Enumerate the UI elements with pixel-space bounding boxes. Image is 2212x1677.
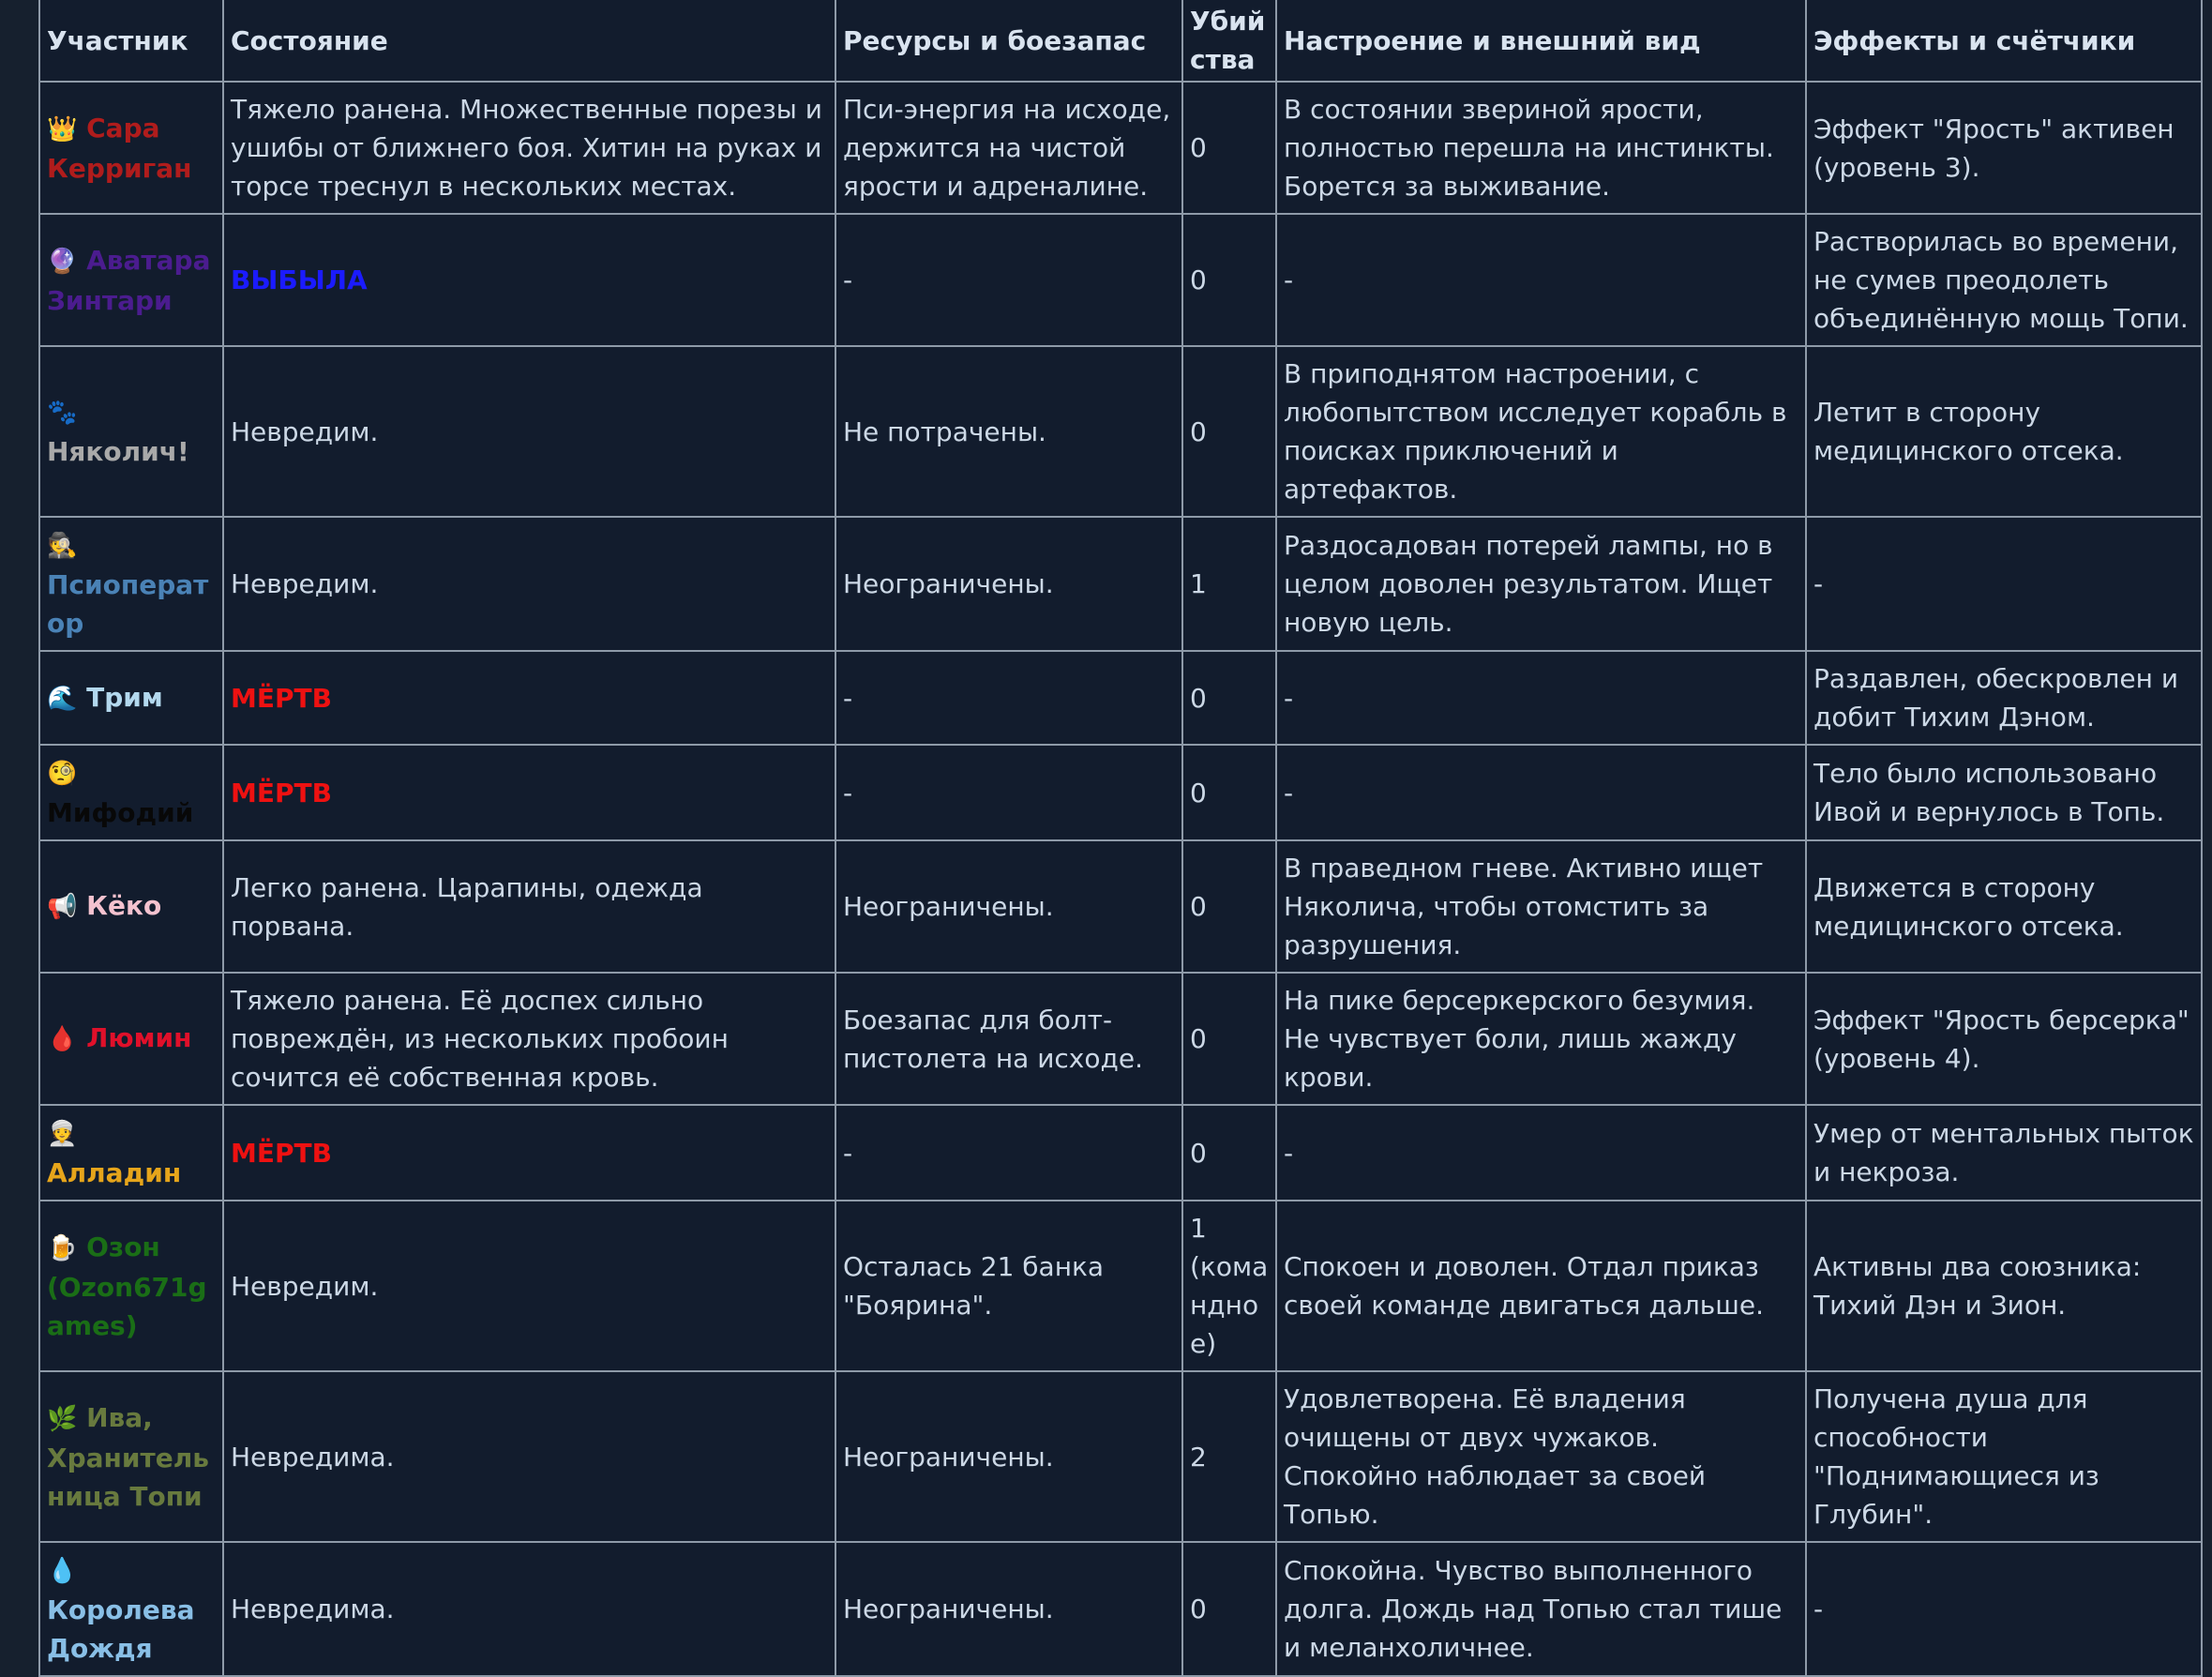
wave-icon: 🌊 bbox=[47, 684, 78, 713]
participant-name: Кёко bbox=[86, 890, 162, 921]
table-row bbox=[39, 82, 2202, 214]
mood-cell: В состоянии звериной ярости, полностью перешла на инстинкты. Борется за выживание. bbox=[1276, 82, 1806, 214]
participant-cell bbox=[39, 1371, 223, 1542]
effects-cell: Летит в сторону медицинского отсека. bbox=[1806, 346, 2202, 517]
effects-cell: Тело было использовано Ивой и вернулось в Топь. bbox=[1806, 745, 2202, 840]
resources-cell: Неограничены. bbox=[835, 1371, 1182, 1542]
kills-cell: 0 bbox=[1182, 840, 1276, 973]
status-dead-badge: МЁРТВ bbox=[231, 777, 332, 808]
mood-cell: В праведном гневе. Активно ищет Няколича, чтобы отомстить за разрушения. bbox=[1276, 840, 1806, 973]
herb-icon: 🌿 bbox=[47, 1404, 78, 1433]
table-row bbox=[39, 651, 2202, 745]
resources-cell: - bbox=[835, 1105, 1182, 1201]
resources-cell: Не потрачены. bbox=[835, 346, 1182, 517]
resources-cell: - bbox=[835, 651, 1182, 745]
participant-name: Ива, Хранительница Топи bbox=[47, 1401, 209, 1512]
header-participant: Участник bbox=[39, 0, 223, 82]
crystal-ball-icon: 🔮 bbox=[47, 247, 78, 276]
participant-name: Сара Керриган bbox=[47, 112, 192, 184]
kills-cell: 1 (командное) bbox=[1182, 1201, 1276, 1371]
resources-cell: Осталась 21 банка "Боярина". bbox=[835, 1201, 1182, 1371]
table-row bbox=[39, 214, 2202, 346]
mood-cell: Спокоен и доволен. Отдал приказ своей команде двигаться дальше. bbox=[1276, 1201, 1806, 1371]
mood-cell: На пике берсеркерского безумия. Не чувствует боли, лишь жажду крови. bbox=[1276, 973, 1806, 1105]
table-row bbox=[39, 973, 2202, 1105]
table-row bbox=[39, 840, 2202, 973]
participant-name: Аватара Зинтари bbox=[47, 244, 211, 316]
header-resources: Ресурсы и боезапас bbox=[835, 0, 1182, 82]
effects-cell: Раздавлен, обескровлен и добит Тихим Дэном. bbox=[1806, 651, 2202, 745]
kills-cell: 0 bbox=[1182, 1542, 1276, 1676]
mood-cell: - bbox=[1276, 214, 1806, 346]
roster-body bbox=[39, 82, 2202, 1676]
participant-cell bbox=[39, 1201, 223, 1371]
mood-cell: - bbox=[1276, 745, 1806, 840]
effects-cell: - bbox=[1806, 1542, 2202, 1676]
state-cell: Тяжело ранена. Множественные порезы и ушибы от ближнего боя. Хитин на руках и торсе треснул в нескольких местах. bbox=[223, 82, 835, 214]
status-dead-badge: МЁРТВ bbox=[231, 682, 332, 714]
participant-cell bbox=[39, 745, 223, 840]
table-row bbox=[39, 346, 2202, 517]
roster-table bbox=[38, 0, 2203, 1677]
kills-cell: 0 bbox=[1182, 745, 1276, 840]
state-cell bbox=[223, 745, 835, 840]
beer-mug-icon: 🍺 bbox=[47, 1233, 78, 1262]
state-cell bbox=[223, 651, 835, 745]
table-row bbox=[39, 517, 2202, 651]
participant-cell bbox=[39, 651, 223, 745]
table-row bbox=[39, 1105, 2202, 1201]
kills-cell: 0 bbox=[1182, 1105, 1276, 1201]
resources-cell: Боезапас для болт-пистолета на исходе. bbox=[835, 973, 1182, 1105]
participant-cell bbox=[39, 1105, 223, 1201]
droplet-icon: 💧 bbox=[47, 1557, 78, 1585]
participant-cell bbox=[39, 1542, 223, 1676]
megaphone-icon: 📢 bbox=[47, 893, 78, 921]
kills-cell: 0 bbox=[1182, 973, 1276, 1105]
paw-prints-icon: 🐾 bbox=[47, 399, 78, 427]
effects-cell: Растворилась во времени, не сумев преодолеть объединённую мощь Топи. bbox=[1806, 214, 2202, 346]
kills-cell: 0 bbox=[1182, 82, 1276, 214]
resources-cell: Пси-энергия на исходе, держится на чистой ярости и адреналине. bbox=[835, 82, 1182, 214]
state-cell: Невредим. bbox=[223, 346, 835, 517]
state-cell: Тяжело ранена. Её доспех сильно повреждён, из нескольких пробоин сочится её собственная кровь. bbox=[223, 973, 835, 1105]
participant-name: Алладин bbox=[47, 1157, 182, 1188]
participant-cell bbox=[39, 517, 223, 651]
kills-cell: 0 bbox=[1182, 214, 1276, 346]
kills-cell: 0 bbox=[1182, 651, 1276, 745]
header-mood: Настроение и внешний вид bbox=[1276, 0, 1806, 82]
state-cell bbox=[223, 1105, 835, 1201]
crown-icon: 👑 bbox=[47, 114, 78, 144]
monocle-face-icon: 🧐 bbox=[47, 760, 78, 788]
participant-cell bbox=[39, 840, 223, 973]
participant-cell bbox=[39, 214, 223, 346]
participant-cell bbox=[39, 82, 223, 214]
mood-cell: Спокойна. Чувство выполненного долга. Дождь над Топью стал тише и меланхоличнее. bbox=[1276, 1542, 1806, 1676]
effects-cell: Активны два союзника: Тихий Дэн и Зион. bbox=[1806, 1201, 2202, 1371]
resources-cell: - bbox=[835, 745, 1182, 840]
state-cell: Невредима. bbox=[223, 1371, 835, 1542]
state-cell: Невредим. bbox=[223, 517, 835, 651]
state-cell: Невредима. bbox=[223, 1542, 835, 1676]
participant-name: Люмин bbox=[86, 1022, 192, 1053]
table-row bbox=[39, 1201, 2202, 1371]
participant-name: Няколич! bbox=[47, 436, 189, 467]
status-out-badge: ВЫБЫЛА bbox=[231, 264, 368, 295]
participant-name: Озон (Ozon671games) bbox=[47, 1231, 207, 1341]
resources-cell: Неограничены. bbox=[835, 517, 1182, 651]
resources-cell: - bbox=[835, 214, 1182, 346]
roster-table-wrapper bbox=[38, 0, 2201, 1677]
status-dead-badge: МЁРТВ bbox=[231, 1137, 332, 1169]
header-effects: Эффекты и счётчики bbox=[1806, 0, 2202, 82]
participant-name: Псиоператор bbox=[47, 569, 209, 639]
table-row bbox=[39, 1542, 2202, 1676]
mood-cell: - bbox=[1276, 651, 1806, 745]
effects-cell: Движется в сторону медицинского отсека. bbox=[1806, 840, 2202, 973]
effects-cell: Получена душа для способности "Поднимающиеся из Глубин". bbox=[1806, 1371, 2202, 1542]
state-cell bbox=[223, 214, 835, 346]
mood-cell: Удовлетворена. Её владения очищены от двух чужаков. Спокойно наблюдает за своей Топью. bbox=[1276, 1371, 1806, 1542]
effects-cell: Умер от ментальных пыток и некроза. bbox=[1806, 1105, 2202, 1201]
header-state: Состояние bbox=[223, 0, 835, 82]
detective-icon: 🕵 bbox=[47, 532, 78, 560]
table-row bbox=[39, 1371, 2202, 1542]
kills-cell: 2 bbox=[1182, 1371, 1276, 1542]
effects-cell: Эффект "Ярость берсерка" (уровень 4). bbox=[1806, 973, 2202, 1105]
effects-cell: - bbox=[1806, 517, 2202, 651]
kills-cell: 0 bbox=[1182, 346, 1276, 517]
turban-person-icon: 👳 bbox=[47, 1120, 78, 1148]
effects-cell: Эффект "Ярость" активен (уровень 3). bbox=[1806, 82, 2202, 214]
blood-drop-icon: 🩸 bbox=[47, 1025, 78, 1053]
resources-cell: Неограничены. bbox=[835, 1542, 1182, 1676]
state-cell: Невредим. bbox=[223, 1201, 835, 1371]
table-row bbox=[39, 745, 2202, 840]
participant-name: Мифодий bbox=[47, 797, 194, 828]
mood-cell: В приподнятом настроении, с любопытством исследует корабль в поисках приключений и артефактов. bbox=[1276, 346, 1806, 517]
participant-cell bbox=[39, 346, 223, 517]
state-cell: Легко ранена. Царапины, одежда порвана. bbox=[223, 840, 835, 973]
resources-cell: Неограничены. bbox=[835, 840, 1182, 973]
kills-cell: 1 bbox=[1182, 517, 1276, 651]
mood-cell: - bbox=[1276, 1105, 1806, 1201]
table-header-row bbox=[39, 0, 2202, 82]
mood-cell: Раздосадован потерей лампы, но в целом доволен результатом. Ищет новую цель. bbox=[1276, 517, 1806, 651]
participant-name: Трим bbox=[86, 681, 163, 713]
participant-cell bbox=[39, 973, 223, 1105]
header-kills: Убийства bbox=[1182, 0, 1276, 82]
participant-name: Королева Дождя bbox=[47, 1594, 195, 1664]
